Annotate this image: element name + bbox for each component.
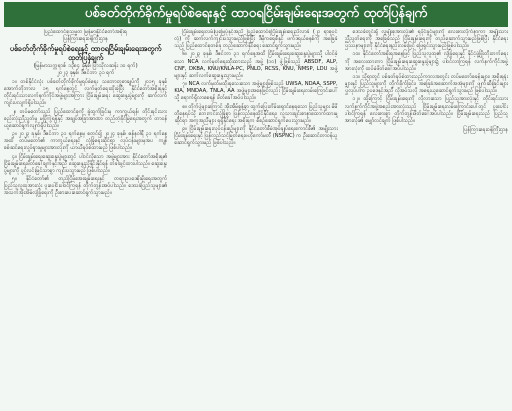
paragraph: ၆။ ၂၀၂၃ ခုနှစ်၊ ဒီဇင်ဘာ ၃၁ ရက်နေ့အထိ ငြိမ်းချမ်းရေးဆွေးနွေးပွဲများသို့ ပါဝင်ခဲ့သော NCA လက်မှတ်ရေးထိုးထားသည့် အဖွဲ့ (၁၀) ဖွဲ့ဖြစ်သည့် ABSDF, ALP, CNF, DKBA, KNU/KNLA-PC, PNLO, RCSS, KNU, NMSP, LDU အဖွဲ့များနှင့် ဆက်လက်ဆွေးနွေးသွားမည်။ [174, 51, 338, 79]
article-columns [4, 29, 508, 411]
headline-text: ပစ်ခတ်တိုက်ခိုက်မှုရပ်စဲရေးနှင့် ထာဝရငြိမ်းချမ်းရေးအတွက် ထုတ်ပြန်ချက် [84, 6, 428, 21]
column-2 [174, 29, 337, 411]
paragraph: ၂။ တပ်မတော်သည် ပြည်ထောင်စုကို ခွဲထွက်ခြင်းမှ ကာကွယ်ရန်၊ တိုင်းရင်းသား စည်းလုံးညီညွတ်မှု မပြိုကွဲရန်နှင့် အချုပ်အခြာအာဏာ တည်တံ့ခိုင်မြဲရေးအတွက် တာဝန်ယူဆောင်ရွက်လျက်ရှိပါသည်။ [4, 108, 168, 129]
ministry-line: ပြန်ကြားရေးဝန်ကြီးဌာန [63, 36, 108, 42]
statement-title: ပစ်ခတ်တိုက်ခိုက်မှုရပ်စဲရေးနှင့် ထာဝရငြိမ်းချမ်းရေးအတွက် ထုတ်ပြန်ချက် [9, 44, 162, 62]
column-3 [345, 29, 508, 411]
paragraph: ၃။ ၂၀၂၃ ခုနှစ်၊ ဒီဇင်ဘာ ၃၁ ရက်နေ့မှ စတင်၍ ၂၀၂၄ ခုနှစ်၊ ဇန်နဝါရီ ၃၁ ရက်နေ့အထိ တပ်မတော်၏ ကာကွယ်ရေးနှင့် လုံခြုံရေးဆိုင်ရာ လုပ်ငန်းများမှအပ ကျန်စစ်ဆင်ရေးလှုပ်ရှားမှုများအားလုံးကို ယာယီရပ်စဲထားမည် ဖြစ်ပါသည်။ [4, 131, 168, 152]
issuer-line: ပြည်ထောင်စုသမ္မတ မြန်မာနိုင်ငံတော်အစိုးရ [44, 29, 128, 35]
paragraph: ၉။ ငြိမ်းချမ်းရေးလုပ်ငန်းစဉ်များကို နိုင်ငံတော်စီမံအုပ်ချုပ်ရေးကောင်စီ၏ အမျိုးသားငြိမ်းချမ်းရေးနှင့် ပြန်လည်သင့်မြတ်ရေးဗဟိုကော်မတီ (NSPNC) က ဦးဆောင်တာဝန်ယူ ဆောင်ရွက်သွားမည် ဖြစ်ပါသည်။ [174, 126, 338, 147]
statement-ref: (မြန်မာသက္ကရာဇ် ၁၃၈၄ ခုနှစ်၊ ပြာသိုလဆန်း ၁၀ ရက်) [33, 63, 138, 69]
paragraph: ၁။ တစ်နိုင်ငံလုံး ပစ်ခတ်တိုက်ခိုက်မှုရပ်စဲရေး သဘောတူစာချုပ်ကို ၂၀၁၅ ခုနှစ် အောက်တိုဘာလ ၁၅ ရက်နေ့တွင် လက်မှတ်ရေးထိုးခဲ့ပြီး နိုင်ငံတော်အစိုးရနှင့် တိုင်းရင်းသားလက်နက်ကိုင်အဖွဲ့များအကြား ငြိမ်းချမ်းရေး ဆွေးနွေးပွဲများကို ဆက်လက်ကျင်းပလျက်ရှိပါသည်။ [4, 79, 168, 107]
paragraph: ၅။ နိုင်ငံတော်၏ တည်ငြိမ်အေးချမ်းရေးနှင့် တရားဥပဒေစိုးမိုးရေးအတွက် ပြည်သူလူထုအားလုံး ပူးပေါင်းပါဝင်ကြရန် တိုက်တွန်းအပ်ပါသည်။ ဒေသခံပြည်သူများ၏ အသက်အိုးအိမ်လုံခြုံရေးကို ဦးစားပေးဆောင်ရွက်သွားမည်။ [4, 176, 168, 197]
statement-date: ၂၀၂၃ ခုနှစ်၊ ဒီဇင်ဘာ ၃၁ ရက် [56, 70, 115, 76]
paragraph: ၁၁။ သို့ရာတွင် ပစ်ခတ်ရပ်စဲထားသည့်ကာလအတွင်း တပ်မတော်စခန်းများ၊ အစိုးရရုံးများနှင့် ပြည်သူများကို တိုက်ခိုက်ခြင်း၊ အခြေခံအဆောက်အအုံများကို ဖျက်ဆီးခြင်းများ ပြုလုပ်ပါက ဥပဒေနှင့်အညီ လိုအပ်သလို အရေးယူဆောင်ရွက်သွားမည် ဖြစ်ပါသည်။ [344, 73, 508, 95]
paragraph: ငြိမ်းချမ်းရေးလမ်းပြမြေပုံနှင့်အညီ ပြည်ထောင်စုငြိမ်းချမ်းရေးညီလာခံ (၂၁ ရာစုပင်လုံ) ကို ဆက်လက်ကျင်းပသွားမည်ဖြစ်ပြီး ဒီမိုကရေစီနှင့် ဖက်ဒရယ်စနစ်ကို အခြေခံသည့် ပြည်ထောင်စုတစ်ခု တည်ဆောက်နိုင်ရေး ဆောင်ရွက်သွားမည်။ [174, 29, 338, 50]
paragraph: ၄။ ငြိမ်းချမ်းရေးဆွေးနွေးပွဲများတွင် ပါဝင်လိုသော အဖွဲ့များအား နိုင်ငံတော်အစိုးရ၏ ငြိမ်းချမ်းရေးဖိတ်ခေါ်ချက်နှင့်အညီ ဆွေးနွေးညှိနှိုင်းနိုင်ရန် တံခါးဖွင့်ထားပါသည်။ ဆွေးနွေးပွဲများကို ပွင့်လင်းမြင်သာစွာ ကျင်းပသွားမည် ဖြစ်ပါသည်။ [4, 153, 168, 174]
paragraph: ၁၂။ ထို့ကြောင့် ငြိမ်းချမ်းရေးကို လိုလားသော ပြည်သူအားလုံးနှင့် တိုင်းရင်းသားလက်နက်ကိုင်အဖွဲ့အစည်းအားလုံးသည် ငြိမ်းချမ်းရေးလမ်းကြောင်းပေါ်တွင် ပူးပေါင်းပါဝင်ကြရန် လေးစားစွာ တိုက်တွန်းဖိတ်ခေါ်အပ်ပါသည်။ ငြိမ်းချမ်းရေးသည် ပြည်သူအားလုံး၏ မျှော်လင့်ချက် ဖြစ်ပါသည်။ [344, 96, 508, 124]
paragraph: ဒေသခံတွင်းရှိ လူမျိုးစုအားလုံး၏ ရပိုင်ခွင့်များကို လေးစားလိုက်နာကာ အမျိုးသားညီညွတ်ရေးကို အခြေခံသည့် ငြိမ်းချမ်းရေးကို တည်ဆောက်သွားမည်ဖြစ်ပြီး နိုင်ငံရေးပြဿနာများကို နိုင်ငံရေးနည်းလမ်းဖြင့် ဖြေရှင်းသွားမည်ဖြစ်ပါသည်။ [344, 29, 508, 50]
paragraph: ၁၀။ နိုင်ငံတော်အစိုးရအနေဖြင့် ပြည်သူလူထု၏ လုံခြုံရေးနှင့် နိုင်ငံ့ဖွံ့ဖြိုးတိုးတက်ရေးကို အလေးထားကာ ငြိမ်းချမ်းရေးဆွေးနွေးပွဲများ၌ ပါဝင်လာကြရန် လက်နက်ကိုင်အဖွဲ့အားလုံးကို ထပ်မံဖိတ်ခေါ်အပ်ပါသည်။ [344, 51, 508, 72]
paragraph: ၈။ တိုက်ပွဲများကြောင့် အိုးအိမ်စွန့်ခွာ ထွက်ပြေးတိမ်းရှောင်နေရသော ပြည်သူများ မိမိတို့နေရပ်သို့ ဘေးကင်းလုံခြုံစွာ ပြန်လည်နေထိုင်နိုင်ရေး၊ လူသားချင်းစာနာထောက်ထားမှုဆိုင်ရာ အကူအညီများ ရရှိနိုင်ရေး အစိုးရက စီစဉ်ဆောင်ရွက်ပေးသွားမည်။ [174, 103, 338, 124]
paragraph: ၇။ NCA လက်မှတ်မထိုးရသေးသော အဖွဲ့များဖြစ်သည့် UWSA, NDAA, SSPP, KIA, MNDAA, TNLA, AA အဖွဲ့များအနေဖြင့်လည်း ငြိမ်းချမ်းရေးလမ်းကြောင်းပေါ်သို့ ရောက်ရှိလာစေရန် ဖိတ်ခေါ်အပ်ပါသည်။ [174, 81, 338, 102]
headline-banner [4, 2, 508, 27]
signature-line: ပြန်ကြားရေးဝန်ကြီးဌာန [463, 127, 508, 134]
column-1 [4, 29, 167, 411]
